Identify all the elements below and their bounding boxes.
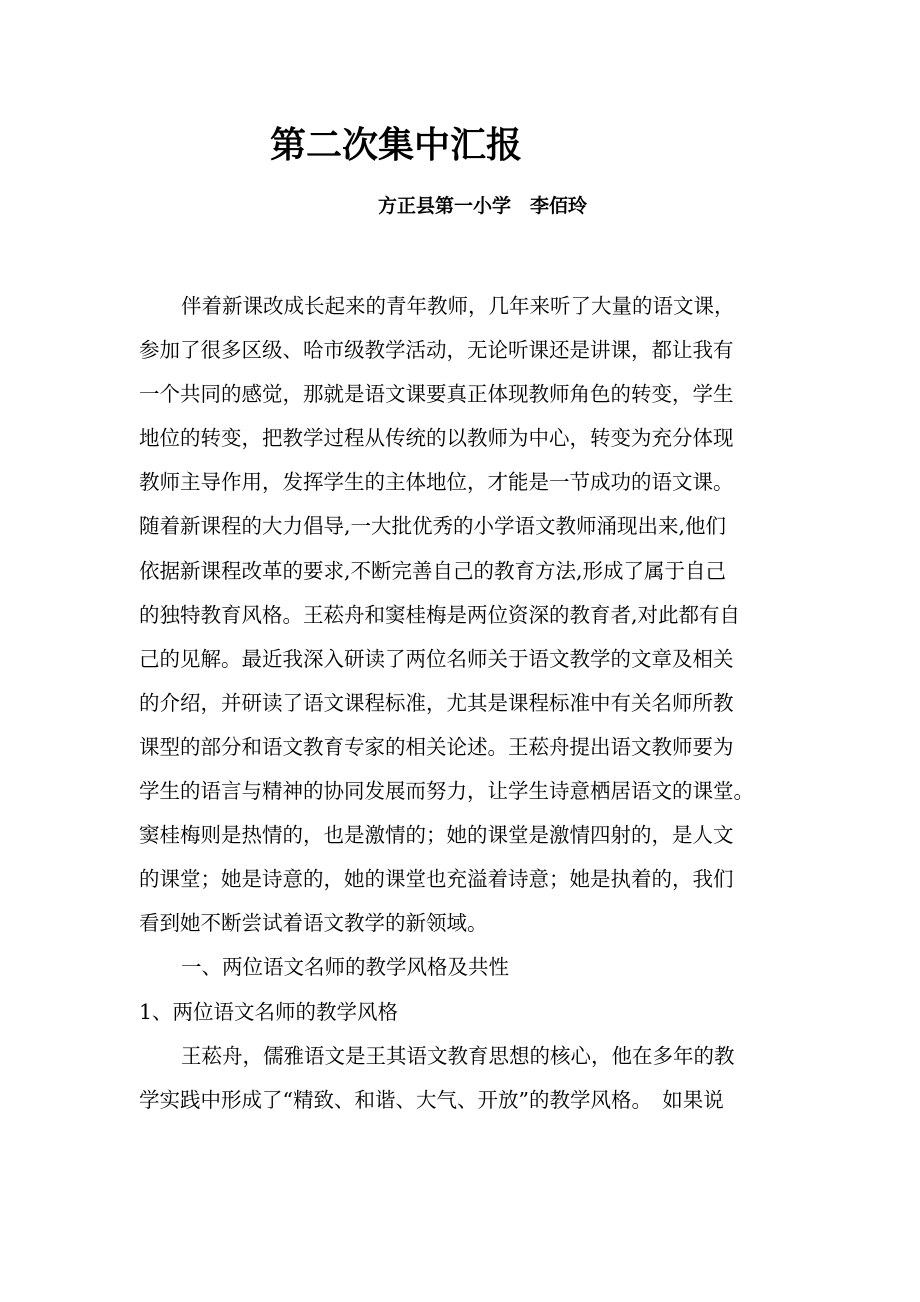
text-line: 伴着新课改成长起来的青年教师，几年来听了大量的语文课，	[181, 294, 735, 318]
text-line: 地位的转变，把教学过程从传统的以教师为中心，转变为充分体现	[139, 426, 734, 451]
text-line: 一个共同的感觉，那就是语文课要真正体现教师角色的转变，学生	[139, 382, 734, 407]
text-line: 随着新课程的大力倡导,一大批优秀的小学语文教师涌现出来,他们	[139, 514, 727, 539]
document-body	[139, 284, 784, 1122]
text-line: 学实践中形成了“精致、和谐、大气、开放”的教学风格。 如果说	[139, 1087, 724, 1112]
text-line: 看到她不断尝试着语文教学的新领域。	[139, 911, 488, 936]
section-heading: 一、两位语文名师的教学风格及共性	[181, 955, 509, 980]
text-line: 窦桂梅则是热情的，也是激情的；她的课堂是激情四射的，是人文	[139, 823, 734, 848]
text-line: 的课堂；她是诗意的，她的课堂也充溢着诗意；她是执着的，我们	[139, 867, 734, 892]
page-title: 第二次集中汇报	[270, 125, 523, 166]
text-line: 依据新课程改革的要求,不断完善自己的教育方法,形成了属于自己	[139, 558, 727, 583]
subsection-heading: 1、两位语文名师的教学风格	[139, 999, 399, 1024]
text-line: 课型的部分和语文教育专家的相关论述。王菘舟提出语文教师要为	[139, 734, 734, 759]
author-line: 方正县第一小学 李佰玲	[378, 195, 588, 217]
text-line: 参加了很多区级、哈市级教学活动，无论听课还是讲课，都让我有	[139, 338, 734, 363]
text-line: 教师主导作用，发挥学生的主体地位，才能是一节成功的语文课。	[139, 470, 734, 495]
text-line: 己的见解。最近我深入研读了两位名师关于语文教学的文章及相关	[139, 646, 734, 671]
text-line: 的介绍，并研读了语文课程标准，尤其是课程标准中有关名师所教	[139, 690, 734, 715]
text-line: 的独特教育风格。王菘舟和窦桂梅是两位资深的教育者,对此都有自	[139, 602, 741, 627]
text-line: 王菘舟，儒雅语文是王其语文教育思想的核心，他在多年的教	[181, 1043, 735, 1068]
text-line: 学生的语言与精神的协同发展而努力，让学生诗意栖居语文的课堂。	[139, 779, 754, 804]
